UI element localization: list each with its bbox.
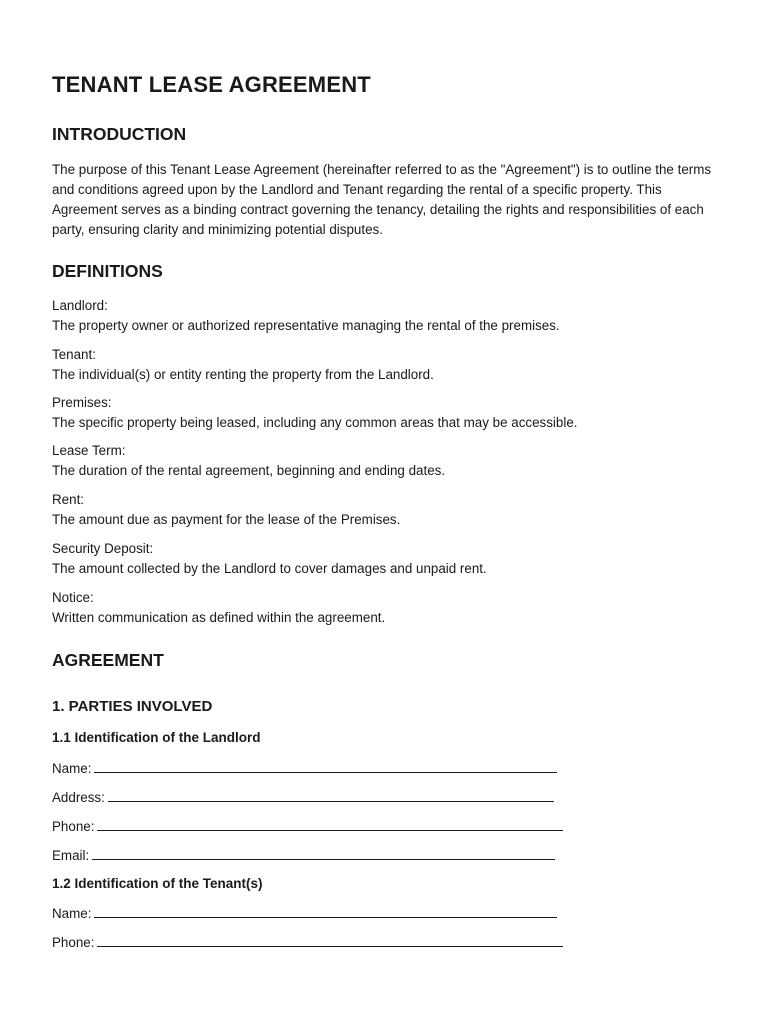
- tenant-name-blank[interactable]: [94, 905, 557, 918]
- definition-premises: [52, 393, 722, 432]
- definition-term: Landlord:: [52, 298, 108, 313]
- definition-term: Premises:: [52, 395, 112, 410]
- tenant-name-field[interactable]: [52, 904, 557, 923]
- definition-text: The property owner or authorized representative managing the rental of the premises.: [52, 317, 560, 333]
- definitions-heading: DEFINITIONS: [52, 261, 163, 281]
- introduction-heading: INTRODUCTION: [52, 124, 187, 144]
- landlord-email-blank[interactable]: [92, 847, 555, 860]
- definition-tenant: [52, 345, 722, 384]
- field-label: Phone:: [52, 819, 95, 834]
- agreement-heading: AGREEMENT: [52, 650, 164, 670]
- landlord-name-blank[interactable]: [94, 760, 557, 773]
- field-label: Phone:: [52, 935, 95, 950]
- definition-text: The individual(s) or entity renting the property from the Landlord.: [52, 366, 434, 382]
- field-label: Address:: [52, 790, 105, 805]
- introduction-text: The purpose of this Tenant Lease Agreement (hereinafter referred to as the "Agreement") is to outline the terms and conditions agreed upon by the Landlord and Tenant regarding the rental of a specific property. This Agreement serves as a binding contract governing the tenancy, detailing the rights and responsibilities of each party, ensuring clarity and minimizing potential disputes.: [52, 162, 712, 237]
- landlord-address-field[interactable]: [52, 788, 554, 807]
- definition-text: The duration of the rental agreement, beginning and ending dates.: [52, 462, 446, 478]
- definition-text: The specific property being leased, including any common areas that may be accessible.: [52, 414, 578, 430]
- definition-text: Written communication as defined within the agreement.: [52, 609, 386, 625]
- field-label: Name:: [52, 761, 92, 776]
- definition-text: The amount due as payment for the lease of the Premises.: [52, 511, 401, 527]
- tenant-identification-heading: 1.2 Identification of the Tenant(s): [52, 876, 263, 891]
- parties-involved-heading: 1. PARTIES INVOLVED: [52, 698, 213, 715]
- field-label: Name:: [52, 906, 92, 921]
- landlord-name-field[interactable]: [52, 759, 557, 778]
- definition-notice: [52, 588, 722, 627]
- definition-term: Security Deposit:: [52, 541, 154, 556]
- definition-term: Lease Term:: [52, 443, 126, 458]
- field-label: Email:: [52, 848, 90, 863]
- tenant-phone-field[interactable]: [52, 933, 563, 952]
- definition-rent: [52, 490, 722, 529]
- landlord-identification-heading: 1.1 Identification of the Landlord: [52, 730, 261, 745]
- definition-security-deposit: [52, 539, 722, 578]
- landlord-phone-blank[interactable]: [97, 818, 563, 831]
- definition-lease-term: [52, 441, 722, 480]
- definition-term: Notice:: [52, 590, 94, 605]
- document-title: TENANT LEASE AGREEMENT: [52, 72, 371, 97]
- definition-landlord: [52, 296, 722, 335]
- landlord-email-field[interactable]: [52, 846, 555, 865]
- tenant-phone-blank[interactable]: [97, 934, 563, 947]
- landlord-phone-field[interactable]: [52, 817, 563, 836]
- landlord-address-blank[interactable]: [108, 789, 554, 802]
- definition-term: Rent:: [52, 492, 85, 507]
- definition-term: Tenant:: [52, 347, 96, 362]
- definition-text: The amount collected by the Landlord to cover damages and unpaid rent.: [52, 560, 487, 576]
